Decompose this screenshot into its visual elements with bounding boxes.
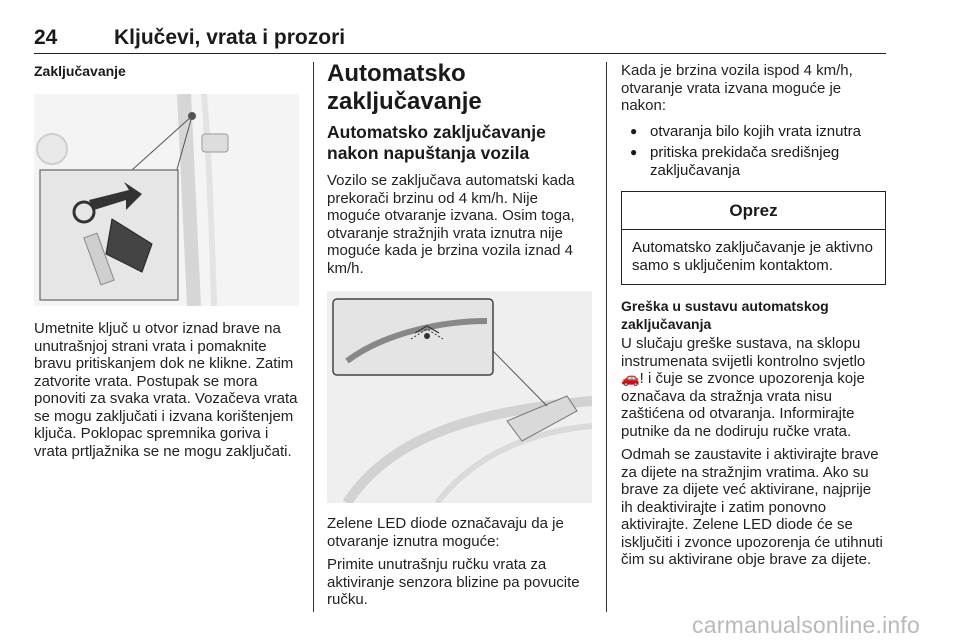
auto-lock-description: Vozilo se zaključava automatski kada prekorači brzinu od 4 km/h. Nije moguće otvaranje izvana. Osim toga, otvaranje stražnjih vrata iznutra nije moguće kada je brzina vozila iznad 4 km/h. (327, 172, 575, 277)
left-column (34, 62, 299, 460)
middle-column (327, 62, 592, 609)
caution-title: Oprez (622, 192, 885, 230)
column-divider (313, 62, 314, 612)
fault-heading: Greška u sustavu automatskog zaključavanja (621, 298, 829, 332)
subsection-heading: Automatsko zaključavanje nakon napuštanja vozila (327, 122, 546, 163)
column-divider (606, 62, 607, 612)
door-lock-key-illustration (34, 94, 299, 306)
section-heading: Automatsko zaključavanje (327, 60, 482, 115)
caution-box (621, 191, 886, 285)
list-item: ● pritiska prekidača središnjeg zaključavanja (621, 144, 886, 179)
section-label: Zaključavanje (34, 63, 126, 79)
handle-instruction: Primite unutrašnju ručku vrata za aktiviranje senzora blizine pa povucite ručku. (327, 556, 580, 608)
lock-instructions: Umetnite ključ u otvor iznad brave na unutrašnjoj strani vrata i pomaknite bravu pritiskanjem dok ne klikne. Zatim zatvorite vrata. Postupak se mora ponoviti za svaka vrata. Vozačeva vrata se mogu zaključati i izvana korištenjem ključa. Poklopac spremnika goriva i vrata prtljažnika se ne mogu zaključati. (34, 320, 298, 460)
caution-text: Automatsko zaključavanje je aktivno samo s uključenim kontaktom. (632, 239, 873, 274)
fault-description: U slučaju greške sustava, na sklopu instrumenata svijetli kontrolno svjetlo 🚗! i čuje se zvonce upozorenja koje označava da stražnja vrata nisu zaštićena od otvaranja. Informirajte putnike da ne dodiruju ručke vrata. (621, 335, 866, 440)
unlock-conditions-list (621, 123, 886, 180)
list-item: ● otvaranja bilo kojih vrata iznutra (621, 123, 886, 141)
right-column (621, 62, 886, 569)
page-header (34, 26, 886, 54)
door-handle-led-illustration (327, 291, 592, 503)
fault-action: Odmah se zaustavite i aktivirajte brave za dijete na stražnjim vratima. Ako su brave za dijete već aktivirane, najprije ih deaktivirajte i zatim ponovno aktivirajte. Zelene LED diode će se isključiti i zvonce upozorenja će utihnuti čim su aktivirane obje brave za dijete. (621, 446, 883, 568)
unlock-conditions-intro: Kada je brzina vozila ispod 4 km/h, otvaranje vrata izvana moguće je nakon: (621, 62, 853, 114)
watermark: carmanualsonline.info (692, 612, 920, 638)
page-number: 24 (34, 26, 58, 49)
chapter-title: Ključevi, vrata i prozori (114, 26, 346, 49)
led-caption: Zelene LED diode označavaju da je otvaranje iznutra moguće: (327, 515, 564, 550)
